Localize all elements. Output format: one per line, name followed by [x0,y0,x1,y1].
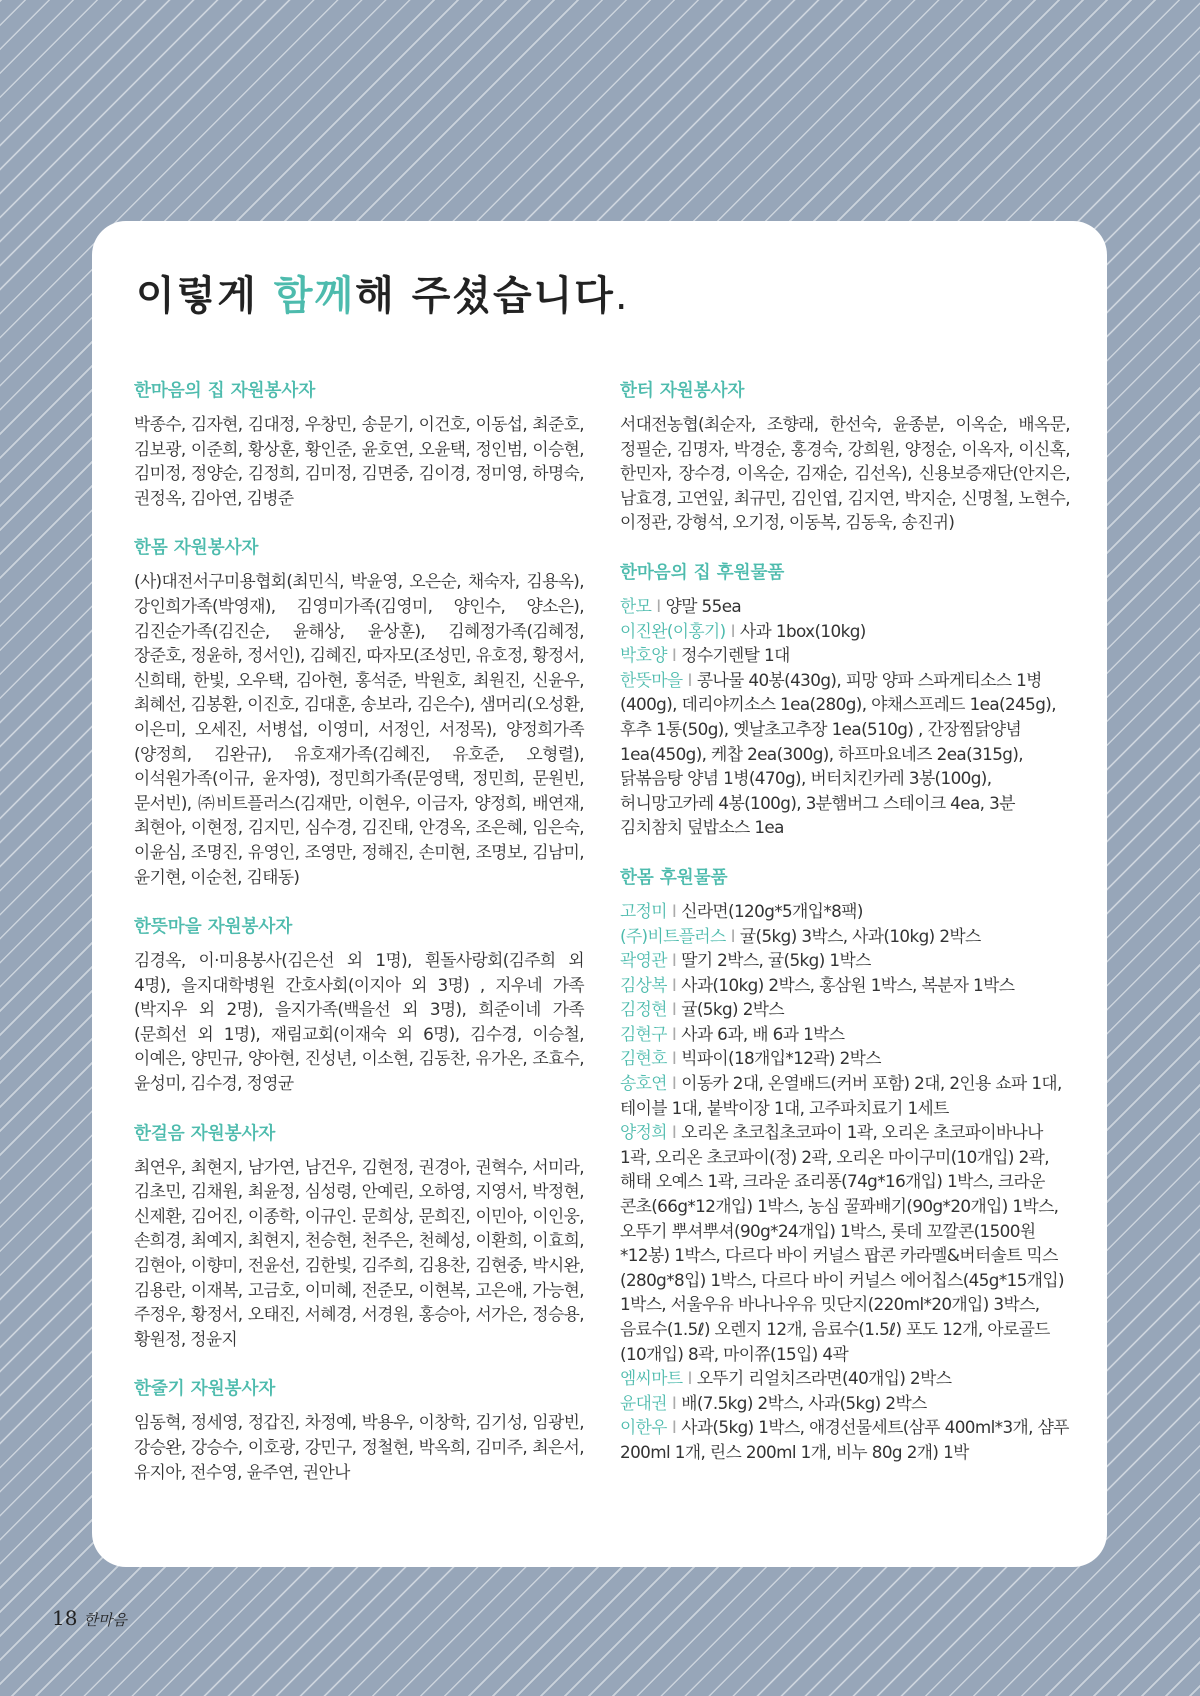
donor-name: 이진완(이홍기) [620,620,726,641]
donation-entry [620,1071,1070,1120]
donor-name: (주)비트플러스 [620,925,726,946]
donation-entry [620,997,1070,1022]
section-heading: 한마음의 집 후원물품 [620,562,785,583]
donation-entry [620,643,1070,668]
donated-items: 정수기렌탈 1대 [681,645,790,666]
section-heading: 한터 자원봉사자 [620,381,745,401]
title-accent: 함께 [273,273,356,319]
separator: I [671,1073,677,1094]
page-title [136,264,630,321]
separator: I [671,1392,677,1413]
right-column [620,378,1070,1490]
donor-name: 한모 [620,595,652,616]
donor-name: 한뜻마을 [620,669,683,690]
volunteer-list: 박종수, 김자현, 김대정, 우창민, 송문기, 이건호, 이동섭, 최준호, 김보광, 이준희, 황상훈, 황인준, 윤호연, 오윤택, 정인범, 이승현, 김미정, 정양순, 김정희, 김미정, 김면중, 김이경, 정미영, 하명숙, 권정옥, 김아연, 김병준 [134,414,584,508]
volunteer-list: 임동혁, 정세영, 정갑진, 차정예, 박용우, 이창학, 김기성, 임광빈, 강승완, 강승수, 이호광, 강민구, 정철현, 박옥희, 김미주, 최은서, 유지아, 전수영, 윤주연, 권안나 [134,1412,584,1482]
volunteer-list: 김경옥, 이·미용봉사(김은선 외 1명), 흰돌사랑회(김주희 외 4명), 을지대학병원 간호사회(이지아 외 3명) , 지우네 가족(박지우 외 2명), 을지가족(백을선 외 3명), 희준이네 가족(문희선 외 1명), 재림교회(이재숙 외 6명), 김수경, 이승철, 이예은, 양민규, 양아현, 진성년, 이소현, 김동찬, 유가온, 조효수, 윤성미, 김수경, 정영균 [134,950,584,1094]
donated-items: 귤(5kg) 3박스, 사과(10kg) 2박스 [739,925,981,946]
left-column [134,378,584,1509]
donor-name: 이한우 [620,1417,667,1438]
donated-items: 양말 55ea [665,595,742,616]
page-footer [52,1606,127,1630]
donated-items: 사과 6과, 배 6과 1박스 [681,1023,845,1044]
title-period: . [614,273,630,319]
donated-items: 딸기 2박스, 귤(5kg) 1박스 [681,950,871,971]
donation-entry [620,1022,1070,1047]
donated-items: 배(7.5kg) 2박스, 사과(5kg) 2박스 [681,1392,927,1413]
donation-entry [620,1366,1070,1391]
separator: I [687,1368,692,1389]
donation-entry [620,948,1070,973]
donor-name: 박호양 [620,645,667,666]
donation-entry [620,1415,1070,1464]
separator: I [656,595,661,616]
separator: I [671,645,677,666]
title-text-pre: 이렇게 [136,273,274,319]
donated-items: 콩나물 40봉(430g), 피망 양파 스파게티소스 1병(400g), 데리야끼소스 1ea(280g), 야채스프레드 1ea(245g), 후추 1통(50g), 옛날초고추장 1ea(510g) , 간장찜닭양념 1ea(450g), 케찹 2ea(300g), 하프마요네즈 2ea(315g), 닭볶음탕 양념 1병(470g), 버터치킨카레 3봉(100g), 허니망고카레 4봉(100g), 3분햄버그 스테이크 4ea, 3분 김치참치 덮밥소스 1ea [620,669,1056,838]
donor-name: 엠씨마트 [620,1368,683,1389]
donated-items: 사과(5kg) 1박스, 애경선물세트(삼푸 400ml*3개, 샴푸 200ml 1개, 린스 200ml 1개, 비누 80g 2개) 1박 [620,1417,1069,1462]
donor-name: 고정미 [620,900,667,921]
page-number: 18 [52,1606,78,1630]
separator: I [671,974,677,995]
donation-entry [620,1391,1070,1416]
separator: I [671,1417,677,1438]
section-heading: 한걸음 자원봉사자 [134,1123,276,1144]
donor-name: 곽영관 [620,950,667,971]
donated-items: 사과(10kg) 2박스, 홍삼원 1박스, 복분자 1박스 [681,974,1015,995]
donation-section-hanmom [620,865,1070,1465]
donor-name: 김정현 [620,999,667,1020]
title-text-post: 해 주셨습니다 [355,273,615,319]
donation-entry [620,899,1070,924]
separator: I [671,1048,677,1069]
donor-name: 김현구 [620,1023,667,1044]
separator: I [730,620,735,641]
separator: I [730,925,735,946]
donated-items: 오리온 초코칩초코파이 1곽, 오리온 초코파이바나나 1곽, 오리온 초코파이(정) 2곽, 오리온 마이구미(10개입) 2곽, 해태 오예스 1곽, 크라운 죠리퐁(74g*16개입) 1박스, 크라운 콘초(66g*12개입) 1박스, 농심 꿀꽈배기(90g*20개입) 1박스, 오뚜기 뿌셔뿌셔(90g*24개입) 1박스, 롯데 꼬깔콘(1500원*12봉) 1박스, 다르다 바이 커널스 팝콘 카라멜&버터솔트 믹스(280g*8입) 1박스, 다르다 바이 커널스 에어칩스(45g*15개입) 1박스, 서울우유 바나나우유 밋단지(220ml*20개입) 3박스, 음료수(1.5ℓ) 오렌지 12개, 음료수(1.5ℓ) 포도 12개, 아로골드(10개입) 8곽, 마이쮸(15입) 4곽 [620,1122,1064,1364]
volunteer-list: 최연우, 최현지, 남가연, 남건우, 김현정, 권경아, 권혁수, 서미라, 김초민, 김채원, 최윤정, 심성령, 안예린, 오하영, 지영서, 박정현, 신제환, 김어진, 이종학, 이규인. 문희상, 문희진, 이민아, 이인웅, 손희경, 최예지, 최현지, 천승현, 천주은, 천혜성, 이환희, 이효희, 김현아, 이향미, 전윤선, 김한빛, 김주희, 김용찬, 김현중, 박시완, 김용란, 이재복, 고금호, 이미혜, 전준모, 이현복, 고은애, 가능현, 주정우, 황정서, 오태진, 서혜경, 서경원, 홍승아, 서가은, 정승용, 황원정, 정윤지 [134,1156,584,1349]
volunteer-list: (사)대전서구미용협회(최민식, 박윤영, 오은순, 채숙자, 김용옥), 강인희가족(박영재), 김영미가족(김영미, 양인수, 양소은), 김진순가족(김진순, 윤해상, 윤상훈), 김혜정가족(김혜정, 장준호, 정윤하, 정서인), 김혜진, 따자모(조성민, 유호정, 황정서, 신희태, 한빛, 오우택, 김아현, 홍석준, 박원호, 최원진, 신윤우, 최혜선, 김봉환, 이진호, 김대훈, 송보라, 김은수), 샘머리(오성환, 이은미, 오세진, 서병섭, 이영미, 서정인, 서정목), 양정희가족(양정희, 김완규), 유호재가족(김혜진, 유호준, 오형렬), 이석원가족(이규, 윤자영), 정민희가족(문영택, 정민희, 문원빈, 문서빈), ㈜비트플러스(김재만, 이현우, 이금자, 양정희, 배연재, 최현아, 이현정, 김지민, 심수경, 김진태, 안경옥, 조은혜, 임은숙, 이윤심, 조명진, 유영인, 조영만, 정해진, 손미현, 조명보, 김남미, 윤기현, 이순천, 김태동) [134,571,584,887]
section-heading: 한몸 자원봉사자 [134,538,259,559]
donation-entry [620,619,1070,644]
donation-entry [620,594,1070,619]
donor-name: 김상복 [620,974,667,995]
donation-section-hanmaeum [620,560,1070,840]
volunteer-section-hanmaeum [134,378,584,510]
separator: I [687,669,692,690]
donation-entry [620,1046,1070,1071]
donor-name: 양정희 [620,1122,667,1143]
donation-entry [620,668,1070,840]
volunteer-section-hangeoreum [134,1121,584,1352]
donated-items: 신라면(120g*5개입*8팩) [681,900,863,921]
section-heading: 한뜻마을 자원봉사자 [134,917,293,938]
donation-entry [620,973,1070,998]
donated-items: 빅파이(18개입*12곽) 2박스 [681,1048,881,1069]
donated-items: 귤(5kg) 2박스 [681,999,784,1020]
separator: I [671,900,677,921]
donor-name: 김현호 [620,1048,667,1069]
volunteer-section-hantteut [134,914,584,1096]
section-heading: 한마음의 집 자원봉사자 [134,381,316,401]
volunteer-section-hanmom [134,535,584,889]
separator: I [671,1023,677,1044]
separator: I [671,1122,677,1143]
donor-name: 윤대권 [620,1392,667,1413]
donor-name: 송호연 [620,1073,667,1094]
volunteer-section-hanteo [620,378,1070,535]
section-heading: 한줄기 자원봉사자 [134,1379,276,1400]
donated-items: 이동카 2대, 온열배드(커버 포함) 2대, 2인용 쇼파 1대, 테이블 1대, 붙박이장 1대, 고주파치료기 1세트 [620,1073,1062,1118]
section-heading: 한몸 후원물품 [620,867,728,888]
donation-entry [620,924,1070,949]
volunteer-section-hanjulgi [134,1376,584,1484]
donation-entry [620,1120,1070,1366]
footer-brand-logo: 한마음 [83,1611,127,1629]
volunteer-list: 서대전농협(최순자, 조향래, 한선숙, 윤종분, 이옥순, 배옥문, 정필순, 김명자, 박경순, 홍경숙, 강희원, 양정순, 이옥자, 이신혹, 한민자, 장수경, 이옥순, 김재순, 김선옥), 신용보증재단(안지은, 남효경, 고연잎, 최규민, 김인엽, 김지연, 박지순, 신명철, 노현수, 이정관, 강형석, 오기정, 이동복, 김동욱, 송진귀) [620,414,1070,533]
donated-items: 오뚜기 리얼치즈라면(40개입) 2박스 [696,1368,952,1389]
separator: I [671,950,677,971]
separator: I [671,999,677,1020]
donated-items: 사과 1box(10kg) [739,620,866,641]
